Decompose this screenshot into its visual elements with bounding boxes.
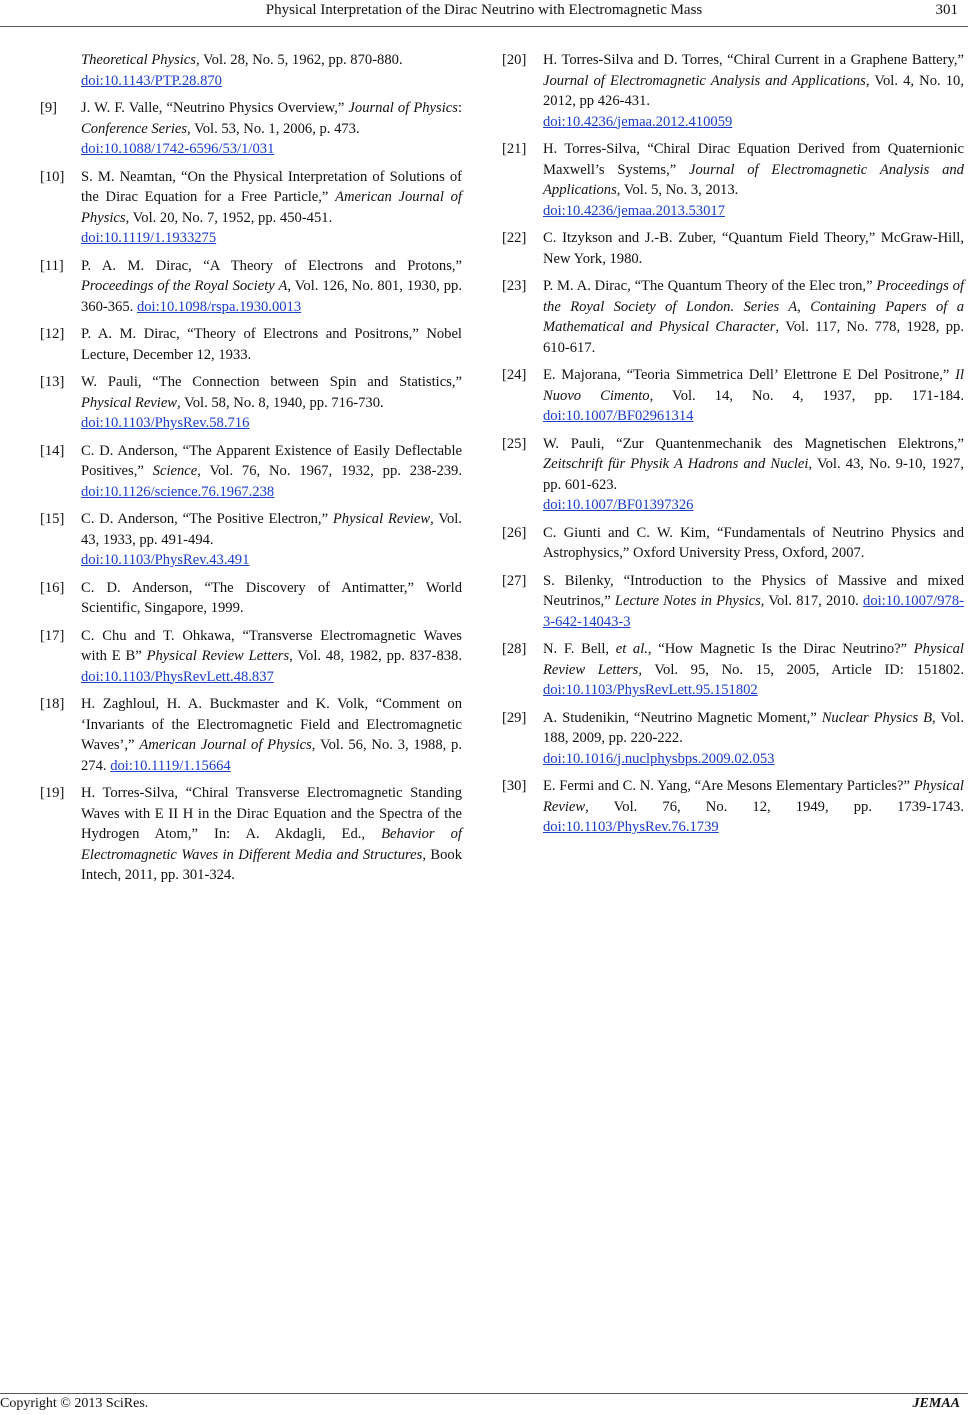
reference-text: C. Chu and T. Ohkawa, “Transverse Electromagnetic Waves with E B” xyxy=(81,627,462,664)
reference-number: [22] xyxy=(502,230,527,246)
reference-text: , “How Magnetic Is the Dirac Neutrino?” xyxy=(647,641,914,657)
reference-number: [9] xyxy=(40,100,58,116)
reference-text: W. Pauli, “Zur Quantenmechanik des Magnetischen Elektrons,” xyxy=(543,435,964,452)
reference-entry xyxy=(502,50,964,132)
reference-text: P. A. M. Dirac, “Theory of Electrons and Positrons,” Nobel Lecture, December 12, 1933. xyxy=(81,326,462,363)
reference-entry xyxy=(502,228,964,269)
reference-number: [29] xyxy=(502,709,527,726)
reference-text: C. Giunti and C. W. Kim, “Fundamentals of Neutrino Physics and Astrophysics,” Oxford University Press, Oxford, 2007. xyxy=(543,524,964,561)
doi-link[interactable]: doi:10.1126/science.76.1967.238 xyxy=(81,483,275,500)
reference-number: [28] xyxy=(502,641,527,657)
reference-italic-text: Theoretical Physics xyxy=(81,52,196,68)
reference-text: C. D. Anderson, “The Discovery of Antimatter,” World Scientific, Singapore, 1999. xyxy=(81,579,462,616)
page-header xyxy=(0,0,968,27)
reference-text: , Vol. 4, No. 10, 2012, pp 426-431. xyxy=(543,72,964,109)
reference-text: H. Torres-Silva, “Chiral Transverse Electromagnetic Standing Waves with E II H in the Dirac Equation and the Spectra of the Hydrogen Atom,” In: A. Akdagli, Ed., xyxy=(81,785,462,842)
reference-text: , Vol. 43, No. 9-10, 1927, pp. 601-623. xyxy=(543,456,964,493)
doi-link[interactable]: doi:10.1103/PhysRev.58.716 xyxy=(81,415,250,431)
reference-italic-text: Lecture Notes in Physics xyxy=(614,593,761,609)
reference-italic-text: Physical Review Letters xyxy=(543,641,964,678)
reference-number: [25] xyxy=(502,435,527,452)
reference-italic-text: Physical Review xyxy=(543,778,964,815)
reference-text: H. Torres-Silva and D. Torres, “Chiral Current in a Graphene Battery,” xyxy=(543,52,964,68)
reference-entry xyxy=(502,365,964,427)
reference-text: A. Studenikin, “Neutrino Magnetic Moment,” xyxy=(543,709,822,726)
reference-text: H. Torres-Silva, “Chiral Dirac Equation Derived from Quaternionic Maxwell’s Systems,” xyxy=(543,141,964,178)
reference-italic-text: Physical Review xyxy=(332,511,431,527)
running-title: Physical Interpretation of the Dirac Neutrino with Electromagnetic Mass xyxy=(265,2,703,18)
reference-italic-text: Journal of Physics xyxy=(348,100,458,116)
reference-number: [30] xyxy=(502,778,527,794)
reference-text: E. Fermi and C. N. Yang, “Are Mesons Elementary Particles?” xyxy=(543,778,914,794)
reference-text: , Vol. 188, 2009, pp. 220-222. xyxy=(543,709,964,746)
reference-number: [24] xyxy=(502,367,527,383)
reference-text: P. A. M. Dirac, “A Theory of Electrons and Protons,” xyxy=(81,257,462,274)
references-left-column xyxy=(40,50,462,893)
reference-italic-text: Nuclear Physics B xyxy=(821,709,933,726)
page-number: 301 xyxy=(935,2,958,18)
reference-text: , Vol. 28, No. 5, 1962, pp. 870-880. xyxy=(195,52,403,68)
reference-entry xyxy=(40,50,462,91)
doi-link[interactable]: doi:10.1103/PhysRevLett.95.151802 xyxy=(543,682,758,698)
reference-entry xyxy=(40,256,462,318)
reference-number: [27] xyxy=(502,572,527,589)
reference-text: , Vol. 126, No. 801, 1930, pp. 360-365. xyxy=(81,278,463,315)
reference-entry xyxy=(502,276,964,358)
doi-link[interactable]: doi:10.1143/PTP.28.870 xyxy=(81,72,222,89)
reference-number: [11] xyxy=(40,257,64,274)
reference-text: E. Majorana, “Teoria Simmetrica Dell’ Elettrone E Del Positrone,” xyxy=(543,367,956,383)
reference-number: [21] xyxy=(502,141,527,157)
reference-entry xyxy=(40,324,462,365)
reference-italic-text: Journal of Electromagnetic Analysis and Applications xyxy=(543,161,964,198)
doi-link[interactable]: doi:10.1103/PhysRev.76.1739 xyxy=(543,819,719,835)
journal-abbreviation: JEMAA xyxy=(912,1396,960,1411)
reference-text: , Vol. 117, No. 778, 1928, pp. 610-617. xyxy=(543,319,965,356)
reference-text: , Vol. 5, No. 3, 2013. xyxy=(616,182,739,198)
reference-italic-text: Zeitschrift für Physik A Hadrons and Nuclei xyxy=(543,456,809,472)
reference-text: C. D. Anderson, “The Apparent Existence of Easily Deflectable Positives,” xyxy=(81,442,462,479)
doi-link[interactable]: doi:10.1007/BF02961314 xyxy=(543,408,694,424)
reference-entry xyxy=(502,434,964,516)
doi-link[interactable]: doi:10.1007/BF01397326 xyxy=(543,497,694,513)
reference-text: H. Zaghloul, H. A. Buckmaster and K. Volk, “Comment on ‘Invariants of the Electromagnetic Field and Electromagnetic Waves’,” xyxy=(81,696,462,753)
doi-link[interactable]: doi:10.1119/1.15664 xyxy=(110,757,231,774)
reference-text: , Vol. 53, No. 1, 2006, p. 473. xyxy=(187,120,360,137)
reference-italic-text: American Journal of Physics xyxy=(139,737,312,753)
reference-text: , Vol. 817, 2010. xyxy=(760,593,864,609)
reference-entry xyxy=(502,776,964,838)
reference-text: W. Pauli, “The Connection between Spin and Statistics,” xyxy=(81,374,462,390)
reference-text: , Vol. 95, No. 15, 2005, Article ID: 151802. xyxy=(638,661,964,678)
reference-entry xyxy=(502,571,964,633)
reference-entry xyxy=(502,639,964,701)
reference-text: : xyxy=(457,100,462,116)
reference-text: , Vol. 14, No. 4, 1937, pp. 171-184. xyxy=(649,387,964,404)
page-footer xyxy=(0,1393,968,1415)
reference-italic-text: Il Nuovo Cimento xyxy=(543,367,964,404)
doi-link[interactable]: doi:10.1119/1.1933275 xyxy=(81,230,217,246)
reference-text: , Vol. 56, No. 3, 1988, p. 274. xyxy=(81,737,463,774)
reference-text: C. Itzykson and J.-B. Zuber, “Quantum Field Theory,” McGraw-Hill, New York, 1980. xyxy=(543,230,964,267)
reference-italic-text: Physical Review Letters xyxy=(146,648,290,664)
doi-link[interactable]: doi:10.4236/jemaa.2013.53017 xyxy=(543,202,725,219)
reference-entry xyxy=(40,783,462,886)
reference-italic-text: Proceedings of the Royal Society A xyxy=(81,278,288,294)
reference-number: [14] xyxy=(40,442,65,459)
reference-text: , Book Intech, 2011, pp. 301-324. xyxy=(81,846,463,883)
reference-italic-text: American Journal of Physics xyxy=(81,189,462,226)
doi-link[interactable]: doi:10.4236/jemaa.2012.410059 xyxy=(543,113,733,130)
doi-link[interactable]: doi:10.1103/PhysRev.43.491 xyxy=(81,552,250,568)
doi-link[interactable]: doi:10.1098/rspa.1930.0013 xyxy=(136,298,302,315)
reference-number: [23] xyxy=(502,278,527,294)
reference-text: J. W. F. Valle, “Neutrino Physics Overview,” xyxy=(81,100,349,116)
reference-entry xyxy=(40,167,462,249)
reference-text: , Vol. 58, No. 8, 1940, pp. 716-730. xyxy=(177,394,384,411)
reference-text: , Vol. 43, 1933, pp. 491-494. xyxy=(81,511,462,548)
reference-number: [26] xyxy=(502,524,527,541)
reference-entry xyxy=(40,626,462,688)
reference-number: [18] xyxy=(40,696,65,712)
reference-number: [15] xyxy=(40,511,65,527)
reference-text: S. M. Neamtan, “On the Physical Interpretation of Solutions of the Dirac Equation for a Free Particle,” xyxy=(81,168,462,205)
reference-entry xyxy=(40,98,462,160)
reference-italic-text: Physical Review xyxy=(81,394,178,411)
reference-entry xyxy=(40,509,462,571)
reference-number: [12] xyxy=(40,326,65,342)
reference-italic-text: Behavior of Electromagnetic Waves in Different Media and Structures xyxy=(81,826,462,863)
reference-entry xyxy=(40,694,462,776)
doi-link[interactable]: doi:10.1103/PhysRevLett.48.837 xyxy=(81,668,274,685)
reference-text: P. M. A. Dirac, “The Quantum Theory of the Elec tron,” xyxy=(543,278,877,294)
reference-italic-text: Journal of Electromagnetic Analysis and Applications xyxy=(543,72,866,89)
reference-entry xyxy=(40,578,462,619)
reference-italic-text: et al. xyxy=(615,641,648,657)
reference-text: C. D. Anderson, “The Positive Electron,” xyxy=(81,511,333,527)
reference-text: , Vol. 20, No. 7, 1952, pp. 450-451. xyxy=(125,209,333,226)
doi-link[interactable]: doi:10.1088/1742-6596/53/1/031 xyxy=(81,141,275,157)
reference-entry xyxy=(40,441,462,503)
reference-entry xyxy=(502,139,964,221)
reference-number: [20] xyxy=(502,52,527,68)
references-right-column xyxy=(502,50,964,845)
reference-number: [17] xyxy=(40,627,65,644)
reference-italic-text: Proceedings of the Royal Society of London. Series A, Containing Papers of a Mathematical and Physical Character xyxy=(543,278,965,335)
reference-text: , Vol. 76, No. 1967, 1932, pp. 238-239. xyxy=(197,463,463,479)
reference-number: [19] xyxy=(40,785,65,801)
copyright-notice: Copyright © 2013 SciRes. xyxy=(0,1396,149,1411)
reference-italic-text: Conference Series xyxy=(81,120,188,137)
reference-text: N. F. Bell, xyxy=(543,641,616,657)
reference-number: [10] xyxy=(40,168,65,185)
reference-italic-text: Science xyxy=(152,463,198,479)
reference-text: , Vol. 48, 1982, pp. 837-838. xyxy=(289,648,462,664)
reference-entry xyxy=(40,372,462,434)
reference-entry xyxy=(502,523,964,564)
reference-text: S. Bilenky, “Introduction to the Physics of Massive and mixed Neutrinos,” xyxy=(543,572,964,609)
doi-link[interactable]: doi:10.1016/j.nuclphysbps.2009.02.053 xyxy=(543,750,775,767)
reference-entry xyxy=(502,708,964,770)
reference-number: [13] xyxy=(40,374,65,390)
doi-link[interactable]: doi:10.1007/978-3-642-14043-3 xyxy=(543,593,964,630)
reference-number: [16] xyxy=(40,579,65,596)
reference-text: , Vol. 76, No. 12, 1949, pp. 1739-1743. xyxy=(585,798,964,815)
